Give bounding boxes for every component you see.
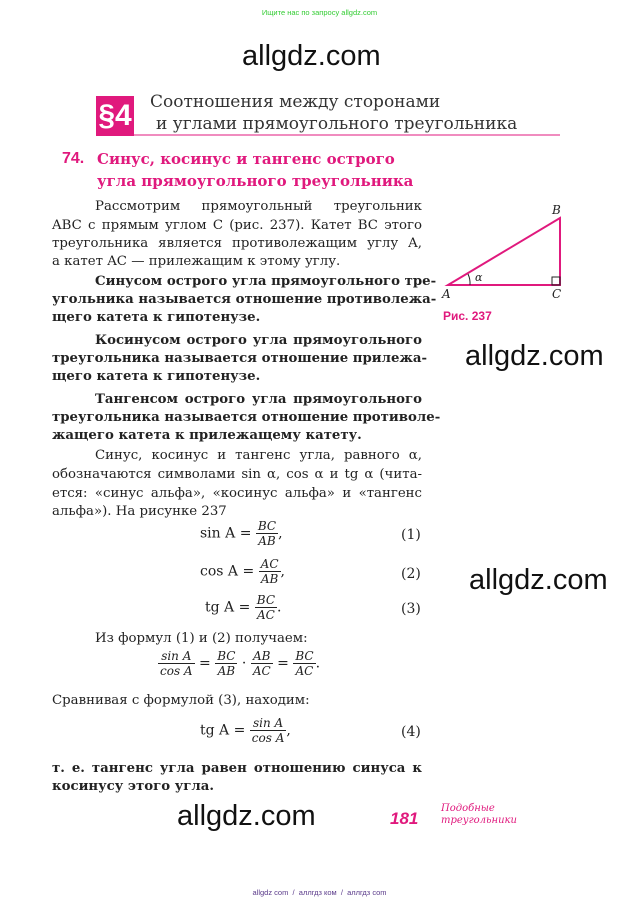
equation-number: (2) [401,566,421,582]
text-line: ABC с прямым углом C (рис. 237). Катет BC этого [52,218,422,233]
chapter-badge: §4 [96,96,134,136]
definition-cosine: треугольника называется отношение прилежа- [52,351,428,366]
footer-links[interactable]: allgdz com / аллгдз ком / аллгдз com [252,888,387,897]
formula-combined: $\frac{\text{sin A}}{\text{cos A}}$ = $\frac{BC}{AB}$ · $\frac{AB}{AC}$ = $\frac{BC}{AC}$ . [160,649,321,678]
vertex-label-a: A [442,287,451,301]
right-angle-mark [552,277,560,285]
section-title-line: Синус, косинус и тангенс острого [97,150,395,168]
text-line: альфа»). На рисунке 237 [52,504,227,519]
text-line: Из формул (1) и (2) получаем: [95,631,308,646]
equation-number: (4) [401,724,421,740]
equation-number: (1) [401,527,421,543]
vertex-label-c: C [552,287,562,301]
figure-caption: Рис. 237 [443,309,492,323]
definition-cosine: щего катета к гипотенузе. [52,369,261,384]
chapter-title-line: и углами прямоугольного треугольника [156,114,518,134]
chapter-title-line: Соотношения между сторонами [150,92,441,112]
conclusion: т. е. тангенс угла равен отношению синуса к [52,761,422,776]
text-line: Синус, косинус и тангенс угла, равного α, [95,448,422,463]
definition-tangent: треугольника называется отношение противоле- [52,410,441,425]
section-number: 74. [62,150,85,167]
formula-1: sin A = $\frac{BC}{AB}$ , [200,519,283,548]
watermark: allgdz.com [177,800,316,832]
equation-number: (3) [401,601,421,617]
formula-3: tg A = $\frac{BC}{AC}$ . [205,593,282,622]
section-title-line: угла прямоугольного треугольника [97,172,414,190]
definition-sine: Синусом острого угла прямоугольного тре- [95,274,437,289]
triangle [448,218,560,285]
text-line: Сравнивая с формулой (3), находим: [52,693,310,708]
text-line: Рассмотрим прямоугольный треугольник [95,199,422,214]
definition-cosine: Косинусом острого угла прямоугольного [95,333,422,348]
chapter-underline [134,134,560,136]
watermark: allgdz.com [469,564,608,596]
definition-tangent: Тангенсом острого угла прямоугольного [95,392,422,407]
formula-2: cos A = $\frac{AC}{AB}$ , [200,557,285,586]
text-line: обозначаются символами sin α, cos α и tg α (чита- [52,467,422,482]
definition-sine: угольника называется отношение противолежа- [52,292,437,307]
formula-4: tg A = $\frac{\text{sin A}}{\text{cos A}}$ , [200,716,291,745]
text-line: а катет AC — прилежащим к этому углу. [52,254,341,269]
page-number: 181 [390,809,419,828]
watermark: allgdz.com [242,40,381,72]
running-title: Подобные треугольники [441,803,517,826]
definition-sine: щего катета к гипотенузе. [52,310,261,325]
text-line: ется: «синус альфа», «косинус альфа» и «тангенс [52,486,422,501]
angle-label-alpha: α [475,271,483,284]
definition-tangent: жащего катета к прилежащему катету. [52,428,362,443]
text-line: треугольника является противолежащим углу A, [52,236,422,251]
watermark: allgdz.com [465,340,604,372]
top-notice: Ищите нас по запросу allgdz.com [261,8,378,17]
angle-arc [468,274,470,285]
conclusion: косинусу этого угла. [52,779,215,794]
vertex-label-b: B [552,203,561,217]
